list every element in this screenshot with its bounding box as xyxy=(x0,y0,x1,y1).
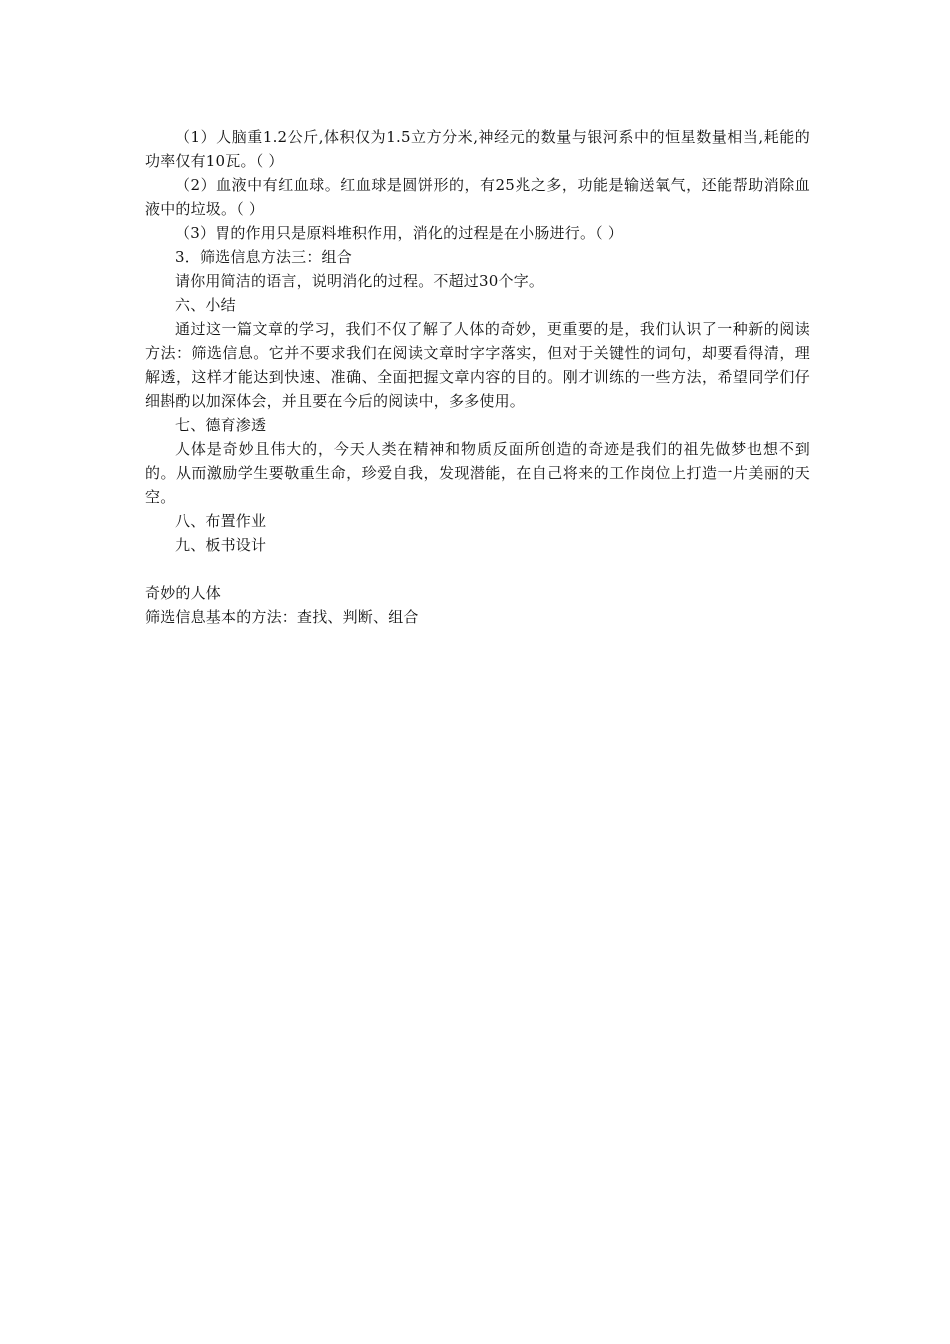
question-3: （3）胃的作用只是原料堆积作用，消化的过程是在小肠进行。（ ） xyxy=(175,224,624,242)
section-summary-text: 通过这一篇文章的学习，我们不仅了解了人体的奇妙，更重要的是，我们认识了一种新的阅读方法：筛选信息。它并不要求我们在阅读文章时字字落实，但对于关键性的词句，却要看得清，理解透，这样才能达到快速、准确、全面把握文章内容的目的。刚才训练的一些方法，希望同学们仔细斟酌以加深体会，并且要在今后的阅读中，多多使用。 xyxy=(145,320,810,410)
spacer xyxy=(145,557,810,581)
question-1: （1）人脑重1.2公斤,体积仅为1.5立方分米,神经元的数量与银河系中的恒星数量相当,耗能的功率仅有10瓦。（ ） xyxy=(145,128,810,170)
method-three-task: 请你用简洁的语言，说明消化的过程。不超过30个字。 xyxy=(175,272,545,290)
board-title: 奇妙的人体 xyxy=(145,584,222,602)
section-homework-heading: 八、布置作业 xyxy=(175,512,267,530)
document-page xyxy=(145,125,810,629)
board-line: 筛选信息基本的方法：查找、判断、组合 xyxy=(145,608,419,626)
method-three-heading: 3．筛选信息方法三：组合 xyxy=(175,248,352,266)
section-moral-heading: 七、德育渗透 xyxy=(175,416,267,434)
section-summary-heading: 六、小结 xyxy=(175,296,236,314)
section-moral-text: 人体是奇妙且伟大的，今天人类在精神和物质反面所创造的奇迹是我们的祖先做梦也想不到的。从而激励学生要敬重生命，珍爱自我，发现潜能，在自己将来的工作岗位上打造一片美丽的天空。 xyxy=(145,440,810,506)
question-2: （2）血液中有红血球。红血球是圆饼形的，有25兆之多，功能是输送氧气，还能帮助消除血液中的垃圾。（ ） xyxy=(145,176,810,218)
section-board-heading: 九、板书设计 xyxy=(175,536,267,554)
